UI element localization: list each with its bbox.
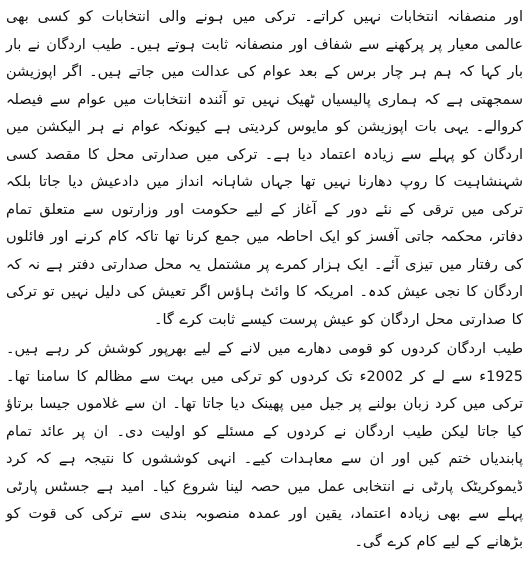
paragraph-kurdish-policy: طیب اردگان کردوں کو قومی دھارے میں لانے کے لیے بھرپور کوشش کر رہے ہیں۔ 1925ء سے لے کر 2002ء تک کردوں کو ترکی میں بہت سے مظالم کا سامنا تھا۔ ترکی میں کرد زبان بولنے پر جیل میں پھینک دیا جاتا تھا۔ ان سے غلاموں جیسا برتاؤ کیا جاتا لیکن طیب اردگان نے کردوں کے مسئلے کو اولیت دی۔ ان پر عائد تمام پابندیاں ختم کیں اور ان سے معاہدات کیے۔ انہی کوششوں کا نتیجہ ہے کہ کرد ڈیموکریٹک پارٹی نے انتخابی عمل میں حصہ لینا شروع کیا۔ امید ہے جسٹس پارٹی پہلے سے بھی زیادہ اعتماد، یقین اور عمدہ منصوبہ بندی سے ترکی کی قوت کو بڑھانے کے لیے کام کرے گی۔ [6, 341, 523, 550]
paragraph-presidential-palace: اور منصفانہ انتخابات نہیں کراتے۔ ترکی میں ہونے والی انتخابات کو کسی بھی عالمی معیار پر پرکھنے سے شفاف اور منصفانہ ثابت ہوتے ہیں۔ طیب اردگان نے بار بار کہا کہ ہم ہر چار برس کے بعد عوام کی عدالت میں جاتے ہیں۔ اگر اپوزیشن سمجھتی ہے کہ ہماری پالیسیاں ٹھیک نہیں تو آئندہ انتخابات میں عوام سے فیصلہ کروالے۔ یہی بات اپوزیشن کو مایوس کردیتی ہے کیونکہ عوام نے ہر الیکشن میں اردگان کو پہلے سے زیادہ اعتماد دیا ہے۔ ترکی میں صدارتی محل کا مقصد کسی شہنشاہیت کا روپ دھارنا نہیں تھا جہاں شاہانہ انداز میں دادعیش دیا جاتا بلکہ ترکی میں ترقی کے نئے دور کے آغاز کے لیے حکومت اور وزارتوں سے متعلق تمام دفاتر، محکمہ جاتی آفسز کو ایک احاطہ میں جمع کرنا تھا تاکہ کام کرنے اور فائلوں کی رفتار میں تیزی آئے۔ ایک ہزار کمرے پر مشتمل یہ محل صدارتی دفتر ہے نہ کہ اردگان کا نجی عیش کدہ۔ امریکہ کا وائٹ ہاؤس اگر تعیش کی دلیل نہیں تو ترکی کا صدارتی محل اردگان کو عیش پرست کیسے ثابت کرے گا۔ [6, 9, 523, 328]
